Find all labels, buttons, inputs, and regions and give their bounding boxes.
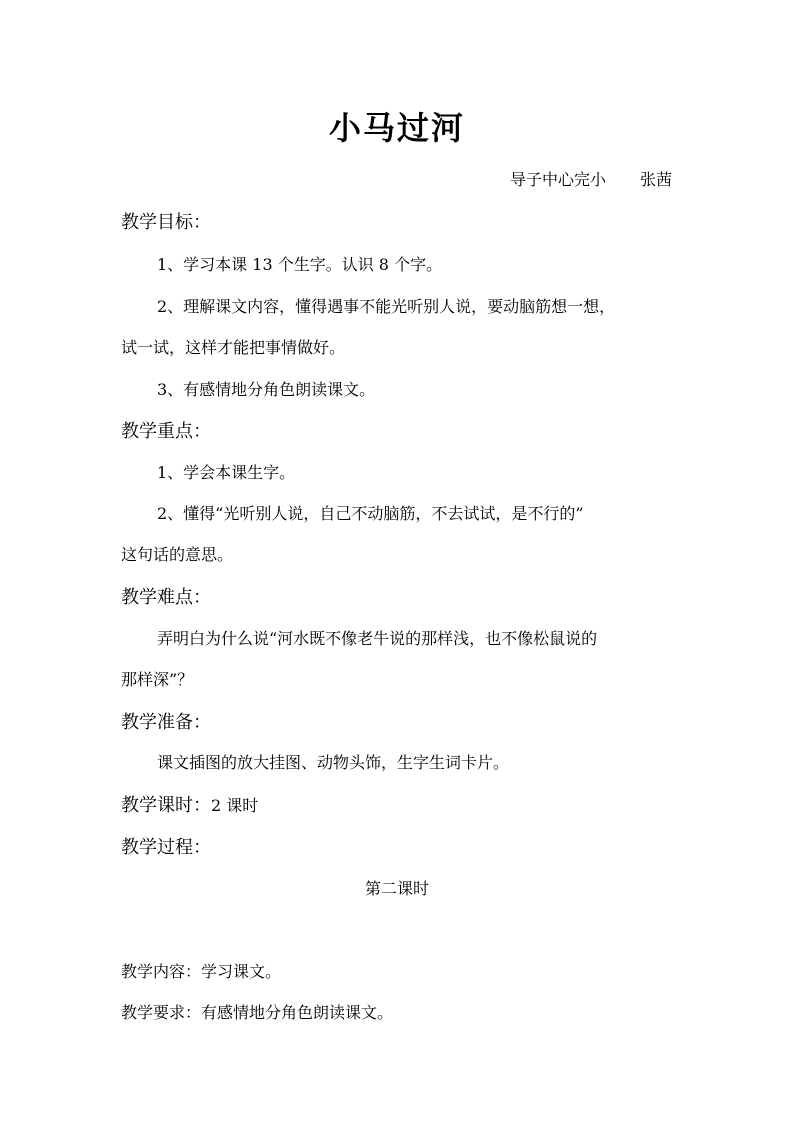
author-line bbox=[510, 170, 672, 190]
process-subtitle: 第二课时 bbox=[364, 879, 429, 898]
objective-item-3: 3、有感情地分角色朗读课文。 bbox=[157, 380, 376, 399]
key-point-item-2-line-1: 2、懂得“光听别人说，自己不动脑筋，不去试试，是不行的” bbox=[157, 504, 584, 523]
requirement-line bbox=[121, 1003, 676, 1023]
requirement-label: 教学要求： bbox=[121, 1003, 202, 1022]
content-line bbox=[121, 962, 676, 982]
difficulty-line-1: 弄明白为什么说“河水既不像老牛说的那样浅，也不像松鼠说的 bbox=[157, 629, 598, 648]
periods-label: 教学课时： bbox=[121, 795, 211, 816]
difficulties-heading: 教学难点： bbox=[121, 587, 211, 608]
author-school: 导子中心完小 bbox=[509, 170, 606, 189]
key-point-item-2-line-2: 这句话的意思。 bbox=[121, 545, 234, 564]
objectives-heading: 教学目标： bbox=[121, 212, 211, 233]
content-value: 学习课文。 bbox=[201, 962, 282, 981]
process-heading: 教学过程： bbox=[121, 837, 211, 858]
periods-line bbox=[121, 795, 676, 817]
difficulty-line-2: 那样深”？ bbox=[121, 670, 194, 689]
content-label: 教学内容： bbox=[121, 962, 202, 981]
periods-value: 2 课时 bbox=[211, 796, 259, 815]
objective-item-2-line-1: 2、理解课文内容，懂得遇事不能光听别人说，要动脑筋想一想， bbox=[157, 297, 616, 316]
objective-item-2-line-2: 试一试，这样才能把事情做好。 bbox=[121, 338, 346, 357]
key-points-heading: 教学重点： bbox=[121, 421, 211, 442]
requirement-value: 有感情地分角色朗读课文。 bbox=[201, 1003, 394, 1022]
author-name: 张茜 bbox=[639, 170, 672, 189]
document-title: 小马过河 bbox=[328, 109, 465, 147]
key-point-item-1: 1、学会本课生字。 bbox=[157, 463, 296, 482]
objective-item-1: 1、学习本课 13 个生字。认识 8 个字。 bbox=[157, 255, 443, 274]
preparation-heading: 教学准备： bbox=[121, 712, 211, 733]
preparation-line-1: 课文插图的放大挂图、动物头饰，生字生词卡片。 bbox=[157, 753, 510, 772]
